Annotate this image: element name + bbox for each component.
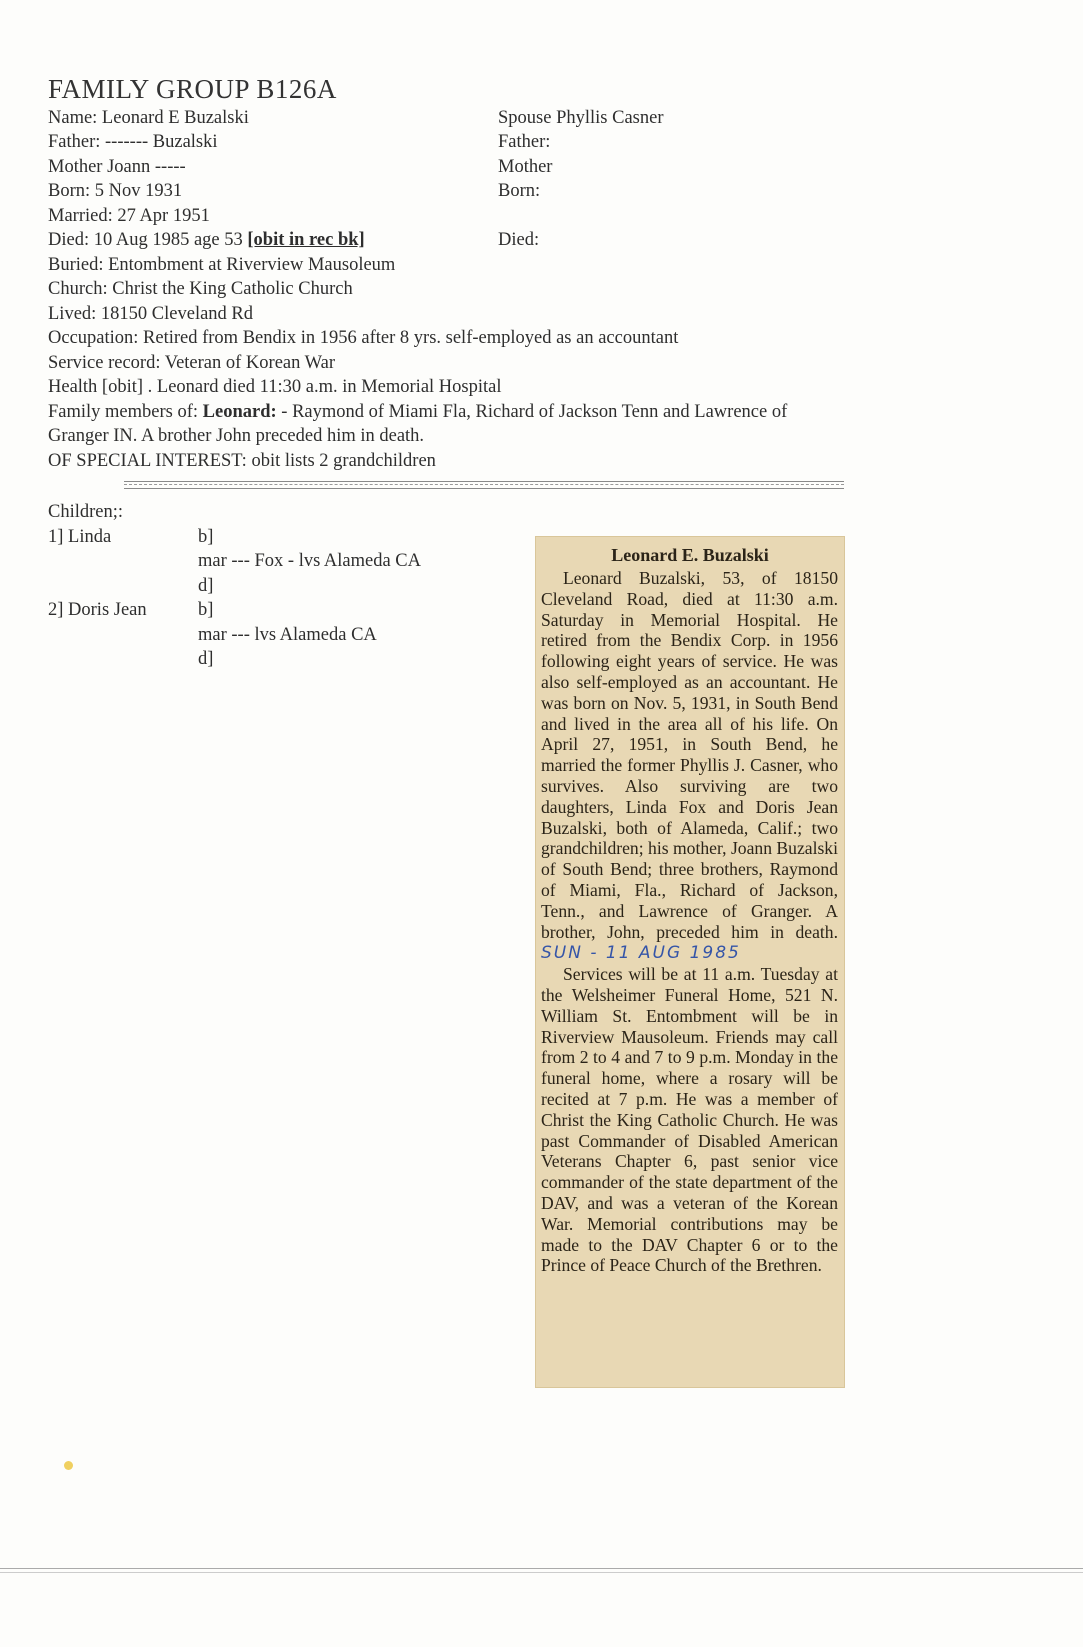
born-line: Born: 5 Nov 1931 — [48, 181, 183, 201]
page-bottom-edge — [0, 1568, 1083, 1573]
child-1-name: 1] Linda — [48, 527, 112, 547]
spouse-born-line: Born: — [498, 181, 541, 201]
health-line: Health [obit] . Leonard died 11:30 a.m. in Memorial Hospital — [48, 377, 502, 397]
family-name: Leonard: — [202, 402, 277, 422]
clipping-paragraph-1 — [541, 568, 838, 964]
child-2-name: 2] Doris Jean — [48, 600, 147, 620]
mother-line: Mother Joann ----- — [48, 157, 186, 177]
child-2-died: d] — [198, 649, 214, 669]
stain-mark — [64, 1461, 73, 1470]
obit-link[interactable]: [obit in rec bk] — [247, 230, 365, 250]
child-2-married: mar --- lvs Alameda CA — [198, 625, 377, 645]
family-text: - Raymond of Miami Fla, Richard of Jackson Tenn and Lawrence of — [276, 402, 788, 422]
service-line: Service record: Veteran of Korean War — [48, 353, 336, 373]
died-text: Died: 10 Aug 1985 age 53 — [48, 230, 248, 250]
child-1-born: b] — [198, 527, 214, 547]
name-line: Name: Leonard E Buzalski — [48, 108, 249, 128]
spouse-father-line: Father: — [498, 132, 551, 152]
obituary-clipping — [536, 537, 844, 1387]
clipping-paragraph-2: Services will be at 11 a.m. Tuesday at the Welsheimer Funeral Home, 521 N. William St. Entombment will be in Riverview Mausoleum. Friends may call from 2 to 4 and 7 to 9 p.m. Monday in the funeral home, where a rosary will be recited at 7 p.m. He was a member of Christ the King Catholic Church. He was past Commander of Disabled American Veterans Chapter 6, past senior vice commander of the state department of the DAV, and was a veteran of the Korean War. Memorial contributions may be made to the DAV Chapter 6 or to the Prince of Peace Church of the Brethren. — [541, 964, 838, 1276]
family-line-2: Granger IN. A brother John preceded him in death. — [48, 426, 425, 446]
family-line — [48, 402, 787, 423]
special-interest-line: OF SPECIAL INTEREST: obit lists 2 grandchildren — [48, 451, 436, 471]
children-label: Children;: — [48, 502, 124, 522]
father-line: Father: ------- Buzalski — [48, 132, 218, 152]
church-line: Church: Christ the King Catholic Church — [48, 279, 353, 299]
lived-line: Lived: 18150 Cleveland Rd — [48, 304, 254, 324]
handwritten-date: SUN - 11 AUG 1985 — [541, 943, 741, 964]
child-1-died: d] — [198, 576, 214, 596]
spouse-mother-line: Mother — [498, 157, 553, 177]
clipping-text-1: Leonard Buzalski, 53, of 18150 Cleveland Road, died at 11:30 a.m. Saturday in Memorial Hospital. He retired from the Bendix Corp. in 1956 following eight years of service. He was also self-employed as an accountant. He was born on Nov. 5, 1931, in South Bend and lived in the area all of his life. On April 27, 1951, in South Bend, he married the former Phyllis J. Casner, who survives. Also surviving are two daughters, Linda Fox and Doris Jean Buzalski, both of Alameda, Calif.; two grandchildren; his mother, Joann Buzalski of South Bend; three brothers, Raymond of Miami, Fla., Richard of Jackson, Tenn., and Lawrence of Granger. A brother, John, preceded him in death. — [541, 568, 838, 942]
page-title: FAMILY GROUP B126A — [48, 74, 337, 104]
spouse-died-line: Died: — [498, 230, 540, 250]
child-2-born: b] — [198, 600, 214, 620]
section-divider — [124, 481, 844, 489]
occupation-line: Occupation: Retired from Bendix in 1956 after 8 yrs. self-employed as an accountant — [48, 328, 679, 348]
family-label: Family members of: — [48, 402, 203, 422]
buried-line: Buried: Entombment at Riverview Mausoleum — [48, 255, 396, 275]
child-1-married: mar --- Fox - lvs Alameda CA — [198, 551, 421, 571]
died-line — [48, 230, 365, 251]
married-line: Married: 27 Apr 1951 — [48, 206, 210, 226]
clipping-title: Leonard E. Buzalski — [611, 545, 769, 565]
spouse-line: Spouse Phyllis Casner — [498, 108, 664, 128]
